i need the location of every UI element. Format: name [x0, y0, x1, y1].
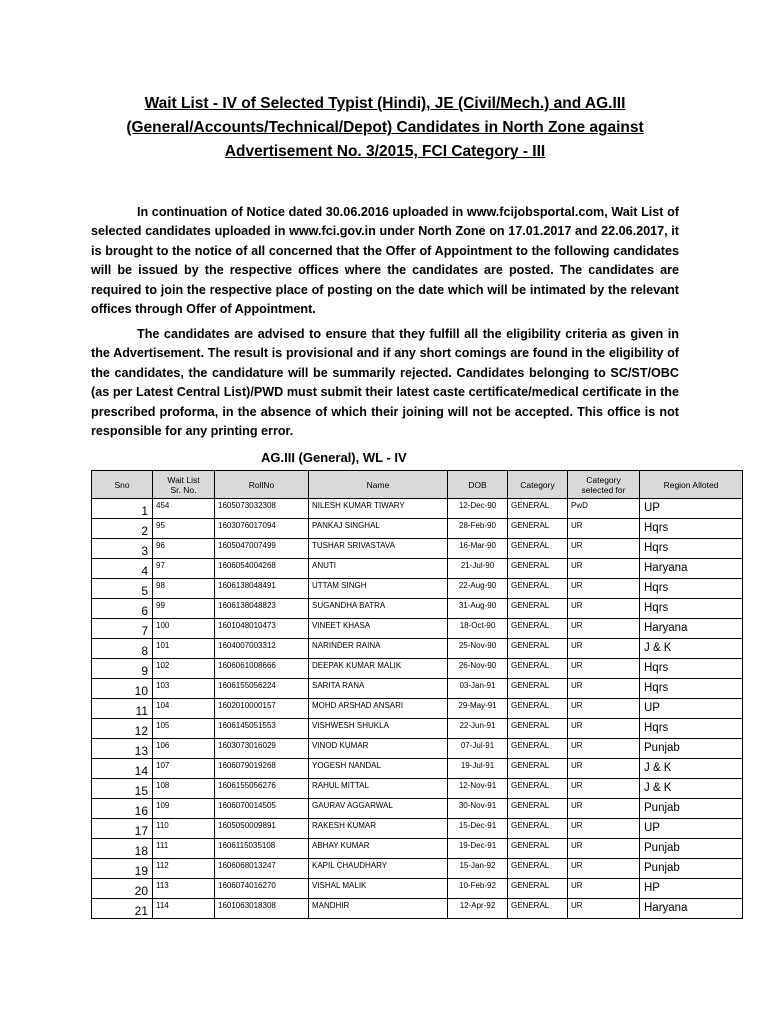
cell-region-alloted: Hqrs [640, 679, 743, 699]
cell-category-selected: UR [568, 779, 640, 799]
cell-name: MANDHIR [309, 899, 448, 919]
cell-rollno: 1605050009891 [215, 819, 309, 839]
header-category [508, 471, 568, 499]
cell-dob: 12-Nov-91 [448, 779, 508, 799]
cell-category-selected: UR [568, 639, 640, 659]
table-row [92, 779, 743, 799]
table-row [92, 519, 743, 539]
cell-wait-list-sr-no: 101 [153, 639, 215, 659]
cell-name: VINEET KHASA [309, 619, 448, 639]
notice-paragraph-2: The candidates are advised to ensure that they fulfill all the eligibility criteria as given in the Advertisement. The result is provisional and if any short comings are found in the eligibility of the candidates, the candidature will be summarily rejected. Candidates belonging to SC/ST/OBC (as per Latest Central List)/PWD must submit their latest caste certificate/medical certificate in the prescribed proforma, in the absence of which their joining will not be accepted. This office is not responsible for any printing error. [91, 327, 679, 439]
cell-category-selected: UR [568, 759, 640, 779]
table-row [92, 839, 743, 859]
table-row [92, 579, 743, 599]
cell-category: GENERAL [508, 719, 568, 739]
cell-region-alloted: Haryana [640, 899, 743, 919]
cell-wait-list-sr-no: 106 [153, 739, 215, 759]
cell-category-selected: PwD [568, 499, 640, 519]
cell-name: VISHWESH SHUKLA [309, 719, 448, 739]
cell-sno: 1 [92, 499, 153, 519]
table-row [92, 899, 743, 919]
cell-name: VISHAL MALIK [309, 879, 448, 899]
cell-sno: 14 [92, 759, 153, 779]
cell-rollno: 1605073032308 [215, 499, 309, 519]
cell-region-alloted: Hqrs [640, 659, 743, 679]
table-row [92, 679, 743, 699]
header-sno-label: Sno [114, 479, 130, 490]
cell-sno: 21 [92, 899, 153, 919]
cell-category: GENERAL [508, 899, 568, 919]
cell-region-alloted: UP [640, 819, 743, 839]
cell-name: RAHUL MITTAL [309, 779, 448, 799]
cell-dob: 15-Dec-91 [448, 819, 508, 839]
cell-category: GENERAL [508, 579, 568, 599]
cell-region-alloted: HP [640, 879, 743, 899]
cell-category-selected: UR [568, 739, 640, 759]
cell-sno: 15 [92, 779, 153, 799]
cell-name: SUGANDHA BATRA [309, 599, 448, 619]
cell-wait-list-sr-no: 98 [153, 579, 215, 599]
cell-wait-list-sr-no: 114 [153, 899, 215, 919]
cell-rollno: 1606138048823 [215, 599, 309, 619]
cell-wait-list-sr-no: 100 [153, 619, 215, 639]
cell-rollno: 1604007003312 [215, 639, 309, 659]
cell-sno: 5 [92, 579, 153, 599]
table-row [92, 859, 743, 879]
cell-category: GENERAL [508, 819, 568, 839]
cell-rollno: 1603076017094 [215, 519, 309, 539]
cell-category: GENERAL [508, 879, 568, 899]
cell-dob: 10-Feb-92 [448, 879, 508, 899]
cell-dob: 19-Dec-91 [448, 839, 508, 859]
cell-wait-list-sr-no: 109 [153, 799, 215, 819]
cell-category-selected: UR [568, 679, 640, 699]
cell-rollno: 1606061008666 [215, 659, 309, 679]
table-row [92, 559, 743, 579]
cell-sno: 10 [92, 679, 153, 699]
cell-dob: 30-Nov-91 [448, 799, 508, 819]
cell-rollno: 1606155056224 [215, 679, 309, 699]
table-header-row [92, 471, 743, 499]
cell-category-selected: UR [568, 819, 640, 839]
cell-sno: 7 [92, 619, 153, 639]
wait-list-table [91, 470, 743, 919]
cell-region-alloted: J & K [640, 779, 743, 799]
cell-rollno: 1606074016270 [215, 879, 309, 899]
cell-name: UTTAM SINGH [309, 579, 448, 599]
cell-category: GENERAL [508, 519, 568, 539]
cell-rollno: 1606145051553 [215, 719, 309, 739]
cell-category-selected: UR [568, 839, 640, 859]
table-row [92, 499, 743, 519]
cell-category: GENERAL [508, 699, 568, 719]
cell-category-selected: UR [568, 539, 640, 559]
table-row [92, 659, 743, 679]
cell-wait-list-sr-no: 103 [153, 679, 215, 699]
title-line-2: (General/Accounts/Technical/Depot) Candidates in North Zone against [126, 119, 644, 136]
cell-wait-list-sr-no: 104 [153, 699, 215, 719]
cell-category-selected: UR [568, 799, 640, 819]
cell-sno: 13 [92, 739, 153, 759]
cell-category-selected: UR [568, 659, 640, 679]
cell-dob: 26-Nov-90 [448, 659, 508, 679]
cell-dob: 16-Mar-90 [448, 539, 508, 559]
header-sno [92, 471, 153, 499]
cell-dob: 31-Aug-90 [448, 599, 508, 619]
cell-sno: 20 [92, 879, 153, 899]
cell-region-alloted: Haryana [640, 559, 743, 579]
cell-category-selected: UR [568, 879, 640, 899]
cell-dob: 21-Jul-90 [448, 559, 508, 579]
cell-rollno: 1606115035108 [215, 839, 309, 859]
cell-rollno: 1606068013247 [215, 859, 309, 879]
table-row [92, 619, 743, 639]
cell-region-alloted: Punjab [640, 739, 743, 759]
cell-name: ANUTI [309, 559, 448, 579]
cell-dob: 07-Jul-91 [448, 739, 508, 759]
cell-region-alloted: Hqrs [640, 719, 743, 739]
title-line-3: Advertisement No. 3/2015, FCI Category - III [224, 143, 546, 160]
cell-category-selected: UR [568, 619, 640, 639]
cell-name: MOHD ARSHAD ANSARI [309, 699, 448, 719]
cell-region-alloted: Hqrs [640, 519, 743, 539]
cell-wait-list-sr-no: 105 [153, 719, 215, 739]
cell-wait-list-sr-no: 97 [153, 559, 215, 579]
cell-name: NILESH KUMAR TIWARY [309, 499, 448, 519]
cell-name: DEEPAK KUMAR MALIK [309, 659, 448, 679]
cell-category-selected: UR [568, 519, 640, 539]
cell-wait-list-sr-no: 108 [153, 779, 215, 799]
header-dob-label: DOB [468, 479, 487, 490]
cell-dob: 22-Aug-90 [448, 579, 508, 599]
cell-category: GENERAL [508, 839, 568, 859]
header-name [309, 471, 448, 499]
cell-region-alloted: Haryana [640, 619, 743, 639]
table-row [92, 719, 743, 739]
cell-dob: 29-May-91 [448, 699, 508, 719]
header-wait-list-sr-no [153, 471, 215, 499]
cell-rollno: 1602010000157 [215, 699, 309, 719]
cell-category: GENERAL [508, 739, 568, 759]
header-region-label: Region Alloted [663, 479, 719, 490]
table-row [92, 819, 743, 839]
cell-region-alloted: Punjab [640, 859, 743, 879]
cell-sno: 8 [92, 639, 153, 659]
cell-name: PANKAJ SINGHAL [309, 519, 448, 539]
cell-wait-list-sr-no: 107 [153, 759, 215, 779]
cell-region-alloted: Hqrs [640, 599, 743, 619]
header-category-selected [568, 471, 640, 499]
cell-name: TUSHAR SRIVASTAVA [309, 539, 448, 559]
cell-rollno: 1606138048491 [215, 579, 309, 599]
cell-name: ABHAY KUMAR [309, 839, 448, 859]
table-row [92, 759, 743, 779]
header-dob [448, 471, 508, 499]
cell-name: VINOD KUMAR [309, 739, 448, 759]
cell-region-alloted: Hqrs [640, 539, 743, 559]
cell-category: GENERAL [508, 539, 568, 559]
table-row [92, 539, 743, 559]
cell-rollno: 1606070014505 [215, 799, 309, 819]
cell-rollno: 1601063018308 [215, 899, 309, 919]
cell-sno: 18 [92, 839, 153, 859]
cell-dob: 03-Jan-91 [448, 679, 508, 699]
cell-wait-list-sr-no: 454 [153, 499, 215, 519]
header-rollno-label: RollNo [248, 479, 275, 490]
cell-dob: 22-Jun-91 [448, 719, 508, 739]
cell-category-selected: UR [568, 899, 640, 919]
cell-wait-list-sr-no: 110 [153, 819, 215, 839]
table-row [92, 599, 743, 619]
cell-wait-list-sr-no: 99 [153, 599, 215, 619]
cell-rollno: 1603073016029 [215, 739, 309, 759]
cell-name: NARINDER RAINA [309, 639, 448, 659]
cell-region-alloted: Punjab [640, 799, 743, 819]
cell-region-alloted: UP [640, 699, 743, 719]
cell-region-alloted: Hqrs [640, 579, 743, 599]
cell-rollno: 1605047007499 [215, 539, 309, 559]
cell-category: GENERAL [508, 779, 568, 799]
cell-region-alloted: J & K [640, 639, 743, 659]
cell-category-selected: UR [568, 579, 640, 599]
cell-dob: 18-Oct-90 [448, 619, 508, 639]
header-category-selected-line2: selected for [581, 484, 626, 495]
cell-category: GENERAL [508, 859, 568, 879]
cell-name: YOGESH NANDAL [309, 759, 448, 779]
cell-sno: 16 [92, 799, 153, 819]
cell-category: GENERAL [508, 619, 568, 639]
table-row [92, 639, 743, 659]
cell-rollno: 1606054004268 [215, 559, 309, 579]
cell-sno: 3 [92, 539, 153, 559]
cell-sno: 19 [92, 859, 153, 879]
header-region-alloted [640, 471, 743, 499]
cell-dob: 28-Feb-90 [448, 519, 508, 539]
header-rollno [215, 471, 309, 499]
cell-wait-list-sr-no: 111 [153, 839, 215, 859]
cell-category: GENERAL [508, 559, 568, 579]
cell-category: GENERAL [508, 679, 568, 699]
cell-category: GENERAL [508, 499, 568, 519]
cell-dob: 19-Jul-91 [448, 759, 508, 779]
cell-sno: 6 [92, 599, 153, 619]
cell-dob: 15-Jan-92 [448, 859, 508, 879]
header-category-selected-line1: Category [586, 474, 621, 485]
cell-category: GENERAL [508, 599, 568, 619]
header-wait-list-line1: Wait List [167, 474, 200, 485]
cell-name: KAPIL CHAUDHARY [309, 859, 448, 879]
cell-name: RAKESH KUMAR [309, 819, 448, 839]
cell-rollno: 1606155056276 [215, 779, 309, 799]
table-row [92, 699, 743, 719]
document-title [60, 92, 710, 164]
cell-sno: 9 [92, 659, 153, 679]
cell-category-selected: UR [568, 859, 640, 879]
header-category-label: Category [520, 479, 555, 490]
cell-rollno: 1606079019268 [215, 759, 309, 779]
title-line-1: Wait List - IV of Selected Typist (Hindi), JE (Civil/Mech.) and AG.III [144, 95, 626, 112]
cell-rollno: 1601048010473 [215, 619, 309, 639]
cell-wait-list-sr-no: 112 [153, 859, 215, 879]
cell-category: GENERAL [508, 659, 568, 679]
cell-sno: 12 [92, 719, 153, 739]
cell-category: GENERAL [508, 799, 568, 819]
cell-category: GENERAL [508, 639, 568, 659]
cell-category-selected: UR [568, 719, 640, 739]
cell-sno: 2 [92, 519, 153, 539]
table-row [92, 739, 743, 759]
notice-paragraph-1: In continuation of Notice dated 30.06.2016 uploaded in www.fcijobsportal.com, Wait List of selected candidates uploaded in www.fci.gov.in under North Zone on 17.01.2017 and 22.06.2017, it is brought to the notice of all concerned that the Offer of Appointment to the following candidates will be issued by the respective offices where the candidates are posted. The candidates are required to join the respective place of posting on the date which will be intimated by the relevant offices through Offer of Appointment. [91, 205, 679, 317]
cell-sno: 4 [92, 559, 153, 579]
cell-category-selected: UR [568, 559, 640, 579]
table-caption: AG.III (General), WL - IV [261, 450, 407, 465]
cell-wait-list-sr-no: 102 [153, 659, 215, 679]
cell-name: GAURAV AGGARWAL [309, 799, 448, 819]
table-row [92, 879, 743, 899]
cell-dob: 12-Apr-92 [448, 899, 508, 919]
cell-dob: 12-Dec-90 [448, 499, 508, 519]
cell-wait-list-sr-no: 96 [153, 539, 215, 559]
cell-category-selected: UR [568, 699, 640, 719]
cell-dob: 25-Nov-90 [448, 639, 508, 659]
cell-region-alloted: Punjab [640, 839, 743, 859]
header-wait-list-line2: Sr. No. [170, 484, 197, 495]
header-name-label: Name [366, 479, 390, 490]
cell-region-alloted: J & K [640, 759, 743, 779]
table-row [92, 799, 743, 819]
cell-sno: 17 [92, 819, 153, 839]
cell-wait-list-sr-no: 113 [153, 879, 215, 899]
cell-name: SARITA RANA [309, 679, 448, 699]
cell-region-alloted: UP [640, 499, 743, 519]
cell-sno: 11 [92, 699, 153, 719]
cell-wait-list-sr-no: 95 [153, 519, 215, 539]
cell-category-selected: UR [568, 599, 640, 619]
cell-category: GENERAL [508, 759, 568, 779]
